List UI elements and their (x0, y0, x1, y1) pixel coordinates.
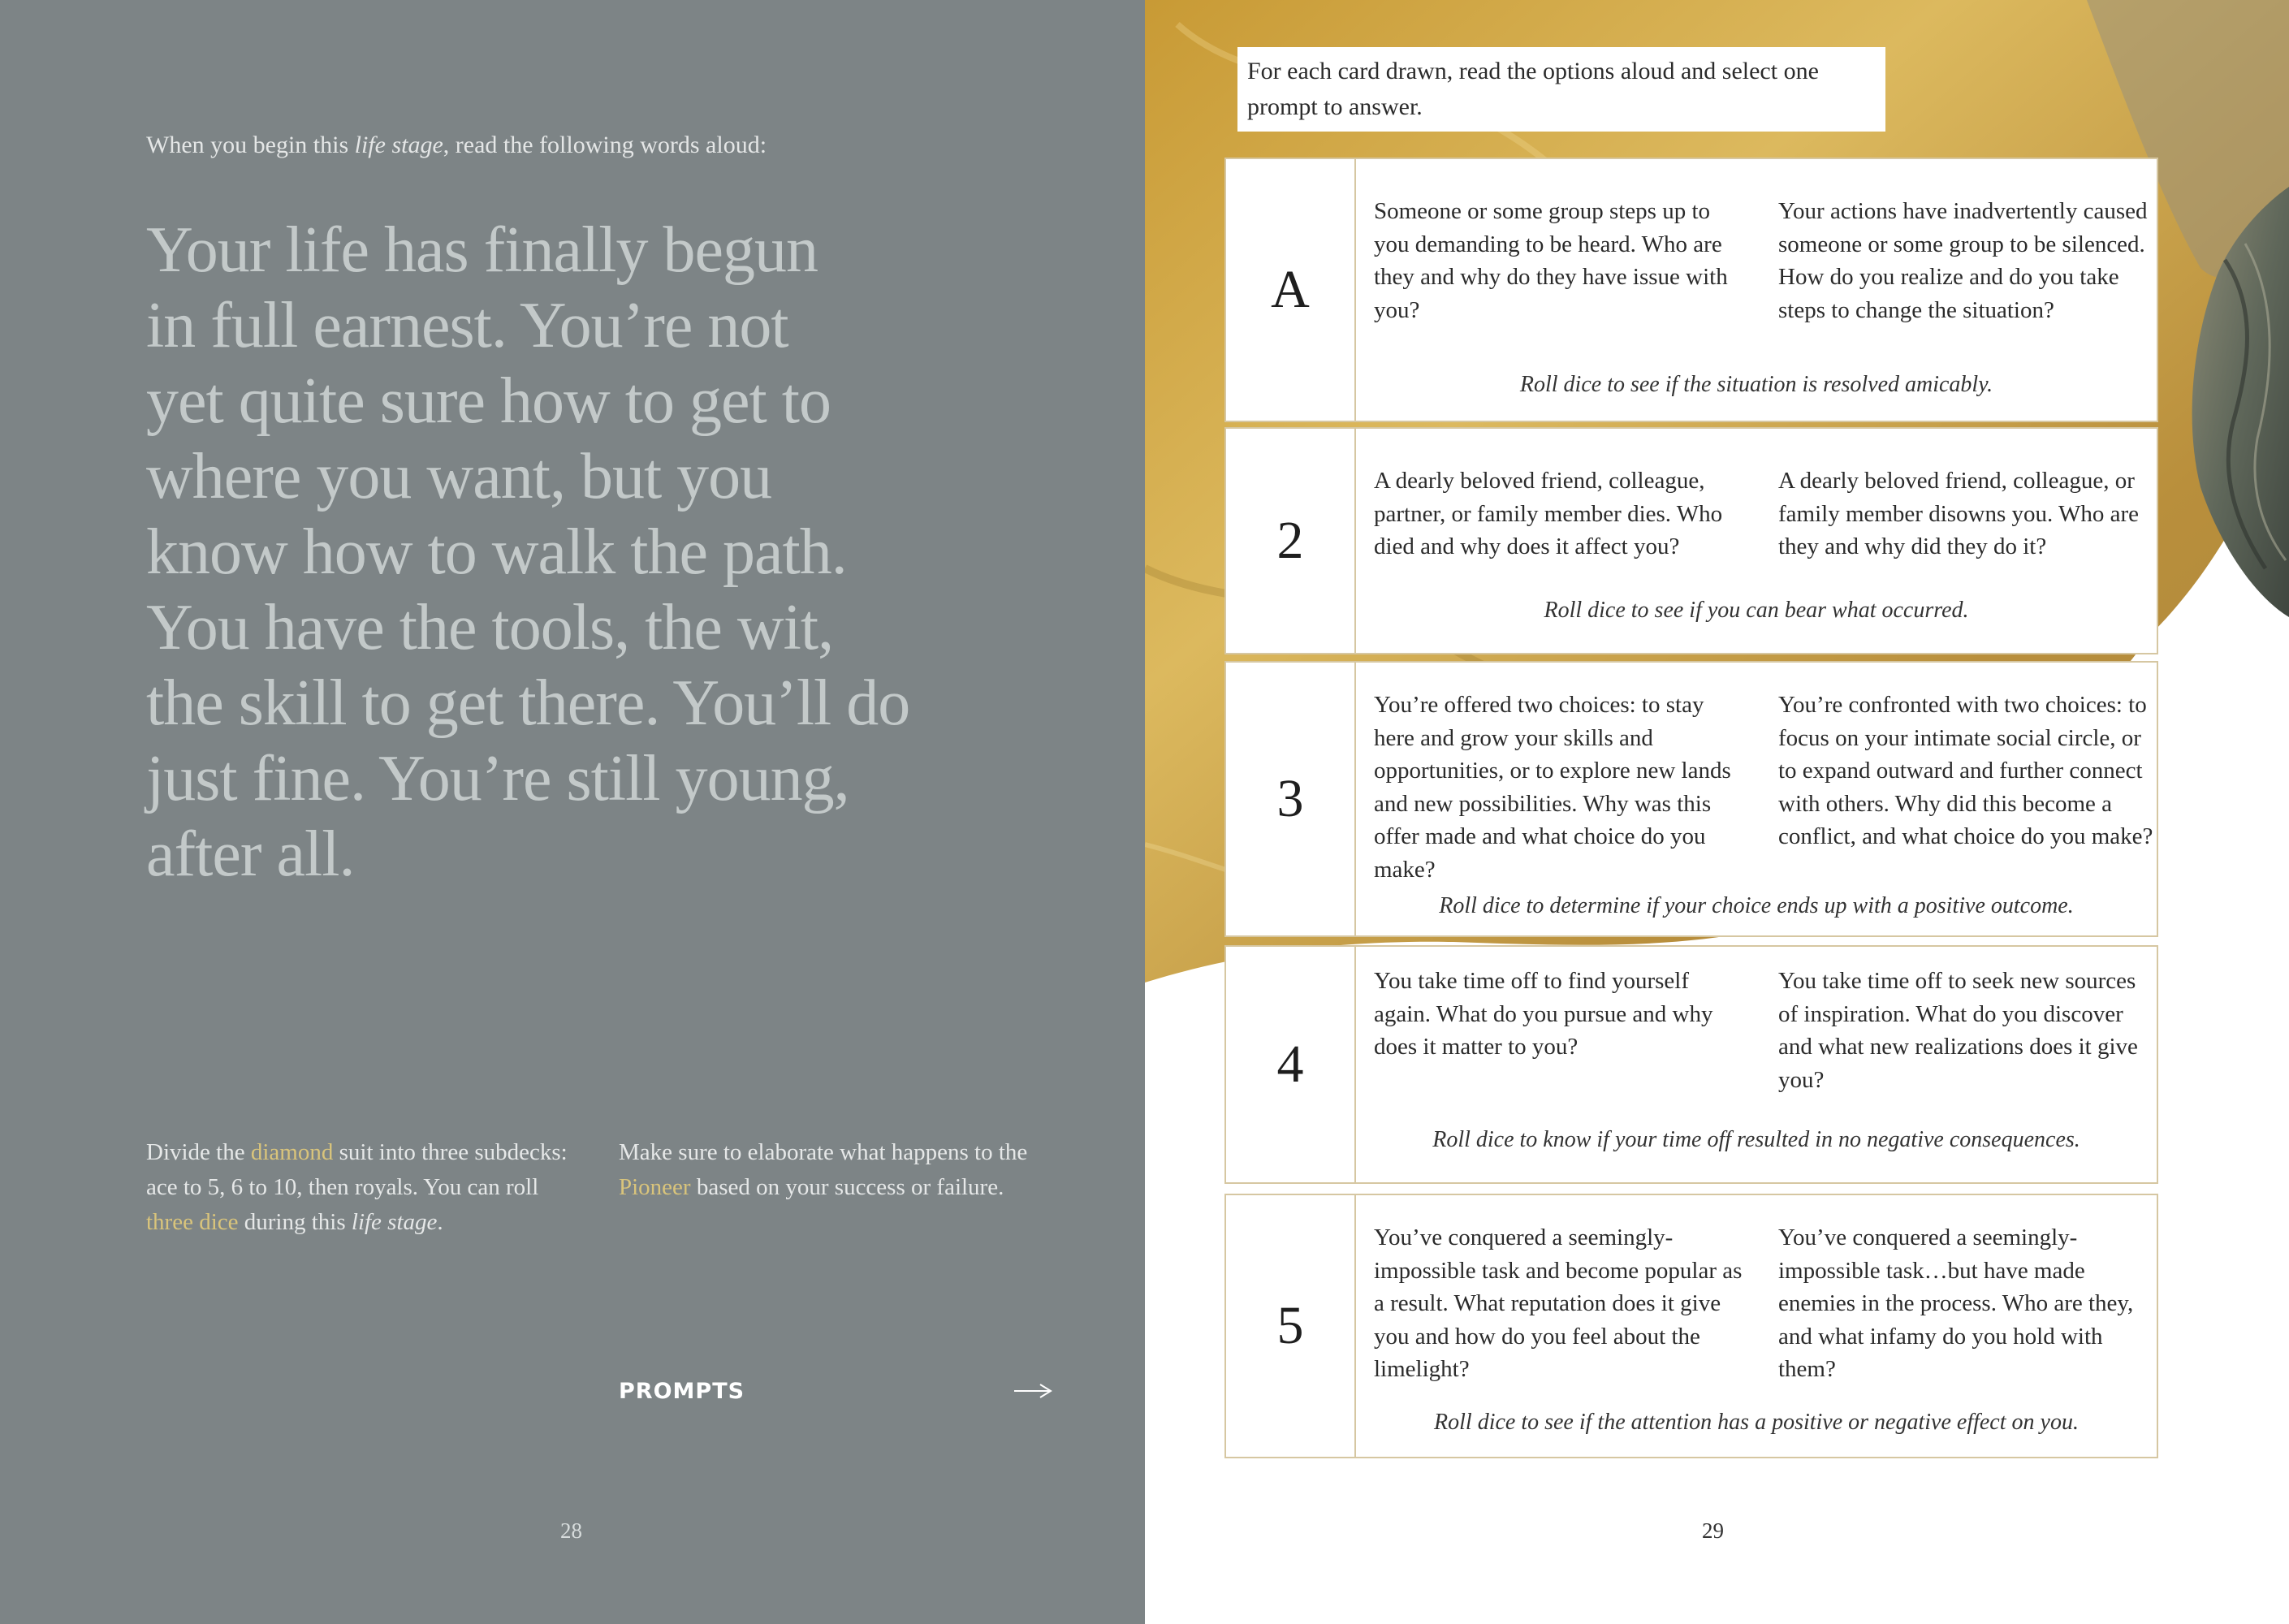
roll-instruction: Roll dice to determine if your choice ends up with a positive outcome. (1439, 893, 2074, 918)
prompts-link[interactable] (619, 1375, 1052, 1407)
instructions-box: For each card drawn, read the options aloud and select one prompt to answer. (1237, 47, 1885, 132)
pioneer-highlight: Pioneer (619, 1174, 691, 1200)
prompt-card-2 (1224, 427, 2158, 654)
three-dice-highlight: three dice (146, 1209, 239, 1235)
prompts-label: PROMPTS (619, 1378, 745, 1404)
prompt-option-1: You take time off to find yourself again. What do you pursue and why does it matter to you? (1374, 968, 1713, 1060)
prompt-option-2: Your actions have inadvertently caused someone or some group to be silenced. How do you realize and do you take steps to change the situation? (1778, 198, 2148, 323)
prompt-card-4 (1224, 945, 2158, 1184)
diamond-highlight: diamond (250, 1139, 334, 1165)
quote-line: You have the tools, the wit, (146, 592, 834, 663)
quote-line: know how to walk the path. (146, 516, 847, 588)
prompt-option-1: You’ve conquered a seemingly-impossible task and become popular as a result. What reputation does it give you and how do you feel about the limelight? (1374, 1224, 1743, 1382)
page-number-right: 29 (1702, 1518, 1724, 1543)
roll-instruction: Roll dice to see if the situation is resolved amicably. (1519, 372, 1993, 397)
quote-line: where you want, but you (146, 441, 772, 512)
elaborate-instructions: Make sure to elaborate what happens to the Pioneer based on your success or failure. (619, 1139, 1028, 1200)
prompt-option-2: You’ve conquered a seemingly-impossible task…but have made enemies in the process. Who are they, and what infamy do you hold with them? (1778, 1224, 2134, 1382)
prompt-option-1: You’re offered two choices: to stay here and grow your skills and opportunities, or to explore new lands and new possibilities. Why was this offer made and what choice do you make? (1374, 692, 1731, 883)
right-page (1145, 0, 2289, 1624)
prompt-option-2: You take time off to seek new sources of inspiration. What do you discover and what new realizations does it give you? (1778, 968, 2138, 1093)
prompt-card-5 (1224, 1194, 2158, 1458)
roll-instruction: Roll dice to see if you can bear what occurred. (1544, 598, 1969, 623)
quote-line: after all. (146, 818, 355, 890)
card-label: A (1226, 159, 1356, 421)
card-label: 2 (1226, 429, 1356, 653)
roll-instruction: Roll dice to see if the attention has a positive or negative effect on you. (1434, 1410, 2079, 1435)
prompt-option-1: A dearly beloved friend, colleague, partner, or family member dies. Who died and why does it affect you? (1374, 468, 1723, 559)
quote-line: the skill to get there. You’ll do (146, 667, 910, 739)
quote-line: in full earnest. You’re not (146, 290, 788, 361)
prompt-card-a (1224, 158, 2158, 422)
intro-text: When you begin this life stage, read the following words aloud: (146, 132, 767, 158)
roll-instruction: Roll dice to know if your time off resulted in no negative consequences. (1432, 1127, 2080, 1152)
prompt-card-3 (1224, 661, 2158, 937)
subdeck-instructions: Divide the diamond suit into three subdecks: ace to 5, 6 to 10, then royals. You can roll three dice during this life stage. (146, 1139, 568, 1235)
prompt-option-1: Someone or some group steps up to you demanding to be heard. Who are they and why do they have issue with you? (1374, 198, 1728, 323)
card-label: 3 (1226, 663, 1356, 935)
arrow-right-icon (1013, 1382, 1052, 1400)
card-label: 5 (1226, 1195, 1356, 1457)
quote-line: just fine. You’re still young, (146, 743, 849, 814)
quote-line: yet quite sure how to get to (146, 365, 831, 437)
page-number-left: 28 (560, 1518, 582, 1543)
read-aloud-quote (146, 213, 958, 892)
card-label: 4 (1226, 947, 1356, 1182)
quote-line: Your life has finally begun (146, 214, 818, 286)
prompt-option-2: A dearly beloved friend, colleague, or family member disowns you. Who are they and why did they do it? (1778, 468, 2140, 559)
prompt-option-2: You’re confronted with two choices: to focus on your intimate social circle, or to expand outward and further connect with others. Why did this become a conflict, and what choice do you make? (1778, 692, 2153, 849)
